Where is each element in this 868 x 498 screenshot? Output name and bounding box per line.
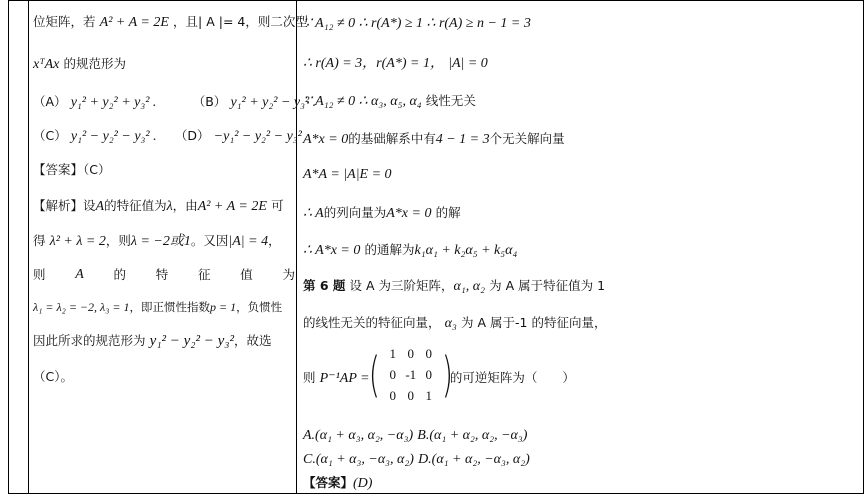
option-b: y₁² + y₂² − y₃² . xyxy=(230,95,317,110)
option-b: B.(α₁ + α₂, α₂, −α₃) xyxy=(417,428,528,443)
text: ，故选 xyxy=(234,333,272,348)
matrix-entries xyxy=(384,346,438,404)
text: 的 xyxy=(113,267,127,282)
matrix-cell: 1 xyxy=(425,388,432,403)
formula: k₁α₁ + k₂α₅ + k₅α₄ xyxy=(414,243,518,258)
right-line-2 xyxy=(303,55,488,73)
text: 则 xyxy=(303,370,316,385)
formula: A*x = 0 xyxy=(303,132,349,147)
text: 个无关解向量 xyxy=(489,131,565,146)
text: 则 xyxy=(33,267,46,282)
matrix-cell: 0 xyxy=(389,388,396,403)
right-line-4 xyxy=(303,130,565,149)
formula: α₃ xyxy=(444,316,457,331)
left-paren: ( xyxy=(368,347,380,403)
answer-left: 【答案】（C） xyxy=(33,162,111,177)
right-paren: ) xyxy=(441,347,453,403)
analysis-line-3 xyxy=(33,266,295,284)
analysis-line-4 xyxy=(33,298,282,316)
matrix-cell: 0 xyxy=(425,367,432,382)
answer-value: (D) xyxy=(353,476,373,491)
analysis-line-5 xyxy=(33,332,272,351)
matrix-diag xyxy=(365,346,456,404)
text: 设 A 为三阶矩阵， xyxy=(349,278,454,293)
matrix-cell: -1 xyxy=(405,367,417,382)
left-line-1 xyxy=(33,13,308,32)
formula: λ₁ = λ₂ = −2, λ₃ = 1 xyxy=(33,300,130,314)
formula: A xyxy=(75,267,84,282)
text: 因此所求的规范形为 xyxy=(33,333,146,348)
text: 【解析】设 xyxy=(33,198,96,213)
right-line-6 xyxy=(303,204,461,223)
option-c: y₁² − y₂² − y₃² . xyxy=(70,129,157,144)
matrix-cell: 0 xyxy=(425,346,432,361)
text: 值 xyxy=(240,267,253,282)
option-row-cd-right xyxy=(303,451,530,469)
table-divider-left xyxy=(28,1,29,493)
matrix-cell: 1 xyxy=(389,346,396,361)
formula: ∴ A*x = 0 xyxy=(303,243,361,258)
formula: P⁻¹AP = xyxy=(319,371,370,386)
option-a: y₁² + y₂² + y₃² . xyxy=(70,95,157,110)
text: 可 xyxy=(271,198,284,213)
text: ， xyxy=(268,233,281,248)
option-a: A.(α₁ + α₃, α₂, −α₃) xyxy=(303,428,414,443)
formula: ∵ A₁₂ ≠ 0 ∴ α₃, α₅, α₄ xyxy=(303,94,422,109)
text: 线性无关 xyxy=(425,93,476,108)
analysis-line-2 xyxy=(33,232,281,251)
option-row-cd xyxy=(33,127,302,146)
formula: ∴ A xyxy=(303,206,324,221)
question-6-line-1 xyxy=(303,277,605,296)
text: 征 xyxy=(197,267,211,282)
left-line-2 xyxy=(33,55,126,74)
formula: p = 1 xyxy=(210,300,237,314)
answer-right xyxy=(303,474,372,493)
analysis-line-1 xyxy=(33,197,284,216)
option-b-label: （B） xyxy=(192,94,227,109)
question-6-line-2 xyxy=(303,314,606,333)
text: ，则 xyxy=(105,233,131,248)
matrix-cell: 0 xyxy=(407,346,414,361)
text: ，负惯性 xyxy=(236,300,283,314)
text: ，即正惯性指数 xyxy=(129,300,210,314)
right-line-3 xyxy=(303,92,476,111)
text: 的通解为 xyxy=(364,242,415,257)
option-row-ab xyxy=(33,93,316,112)
text: 得 xyxy=(33,233,46,248)
matrix-cell: 0 xyxy=(407,388,414,403)
table-divider-middle xyxy=(296,1,297,493)
text: 为 A 属于特征值为 1 xyxy=(489,278,606,293)
text: 的基础解系中有 xyxy=(348,131,436,146)
option-row-ab-right xyxy=(303,427,527,445)
option-c: C.(α₁ + α₃, −α₃, α₂) xyxy=(303,452,414,467)
option-a-label: （A） xyxy=(33,94,67,109)
text: 为 xyxy=(282,267,295,282)
formula: y₁² − y₂² − y₃² xyxy=(149,333,235,349)
right-line-5: A*A = |A|E = 0 xyxy=(303,167,392,182)
text: 特 xyxy=(155,267,169,282)
option-d: D.(α₁ + α₂, −α₃, α₂) xyxy=(418,452,530,467)
answer-label: 【答案】 xyxy=(303,475,354,490)
option-d: −y₁² − y₂² − y₃² xyxy=(213,129,302,144)
text: 的可逆矩阵为（ ） xyxy=(449,370,575,385)
formula: A xyxy=(95,199,105,214)
option-d-label: （D） xyxy=(174,128,210,143)
formula: λ xyxy=(166,199,173,214)
text: 的列向量为 xyxy=(323,205,387,220)
text: 的特征值为 xyxy=(104,198,167,213)
formula: λ² + λ = 2 xyxy=(49,234,106,249)
text: 的线性无关的特征向量， xyxy=(303,315,441,330)
formula: λ = −2或1 xyxy=(130,234,191,249)
text: 为 A 属于-1 的特征向量， xyxy=(461,315,607,330)
text: 的规范形为 xyxy=(63,56,127,71)
formula: 4 − 1 = 3 xyxy=(435,132,490,147)
right-line-1: ∵ A₁₂ ≠ 0 ∴ r(A*) ≥ 1 ∴ r(A) ≥ n − 1 = 3 xyxy=(303,16,531,31)
formula: α₁, α₂ xyxy=(453,279,485,294)
right-line-7 xyxy=(303,241,517,260)
question-number: 第 6 题 xyxy=(303,278,346,293)
formula: |A| = 4 xyxy=(228,234,269,249)
formula: A² + A = 2E xyxy=(197,199,267,214)
matrix-cell: 0 xyxy=(389,367,396,382)
text: 。又因 xyxy=(190,233,229,248)
formula: xᵀAx xyxy=(33,57,60,72)
formula: |A| = 0 xyxy=(448,56,488,71)
option-c-label: （C） xyxy=(33,128,67,143)
text: 位矩阵，若 xyxy=(33,14,96,29)
formula: A² + A = 2E xyxy=(99,15,169,30)
formula: ∴ r(A) = 3，r(A*) = 1， xyxy=(303,56,444,71)
formula: A*x = 0 xyxy=(386,206,432,221)
text: ，由 xyxy=(172,198,198,213)
analysis-line-6: （C）。 xyxy=(33,369,73,384)
text: 的解 xyxy=(435,205,461,220)
text: ，且| A |= 4，则二次型 xyxy=(173,14,308,29)
